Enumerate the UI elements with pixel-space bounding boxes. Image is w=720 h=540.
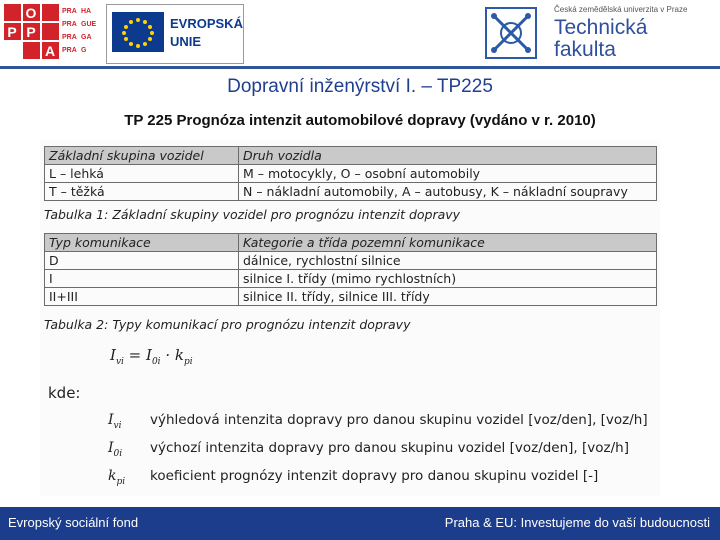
opp-word: G <box>81 47 87 54</box>
formula-subscript: 0i <box>151 357 161 367</box>
formula-operator: · <box>160 346 175 364</box>
tf-line1: Technická <box>554 16 648 39</box>
slide-subtitle: TP 225 Prognóza intenzit automobilové dopravy (vydáno v r. 2010) <box>124 112 596 129</box>
table-cell: T – těžká <box>45 183 239 201</box>
formula-symbol: I <box>146 346 152 364</box>
table-cell: dálnice, rychlostní silnice <box>239 252 657 270</box>
table-cell: D <box>45 252 239 270</box>
symbol-subscript: 0i <box>113 448 123 459</box>
table2-caption: Tabulka 2: Typy komunikací pro prognózu intenzit dopravy <box>44 317 411 332</box>
column-header: Kategorie a třída pozemní komunikace <box>239 234 657 252</box>
opp-letter: A <box>44 43 56 59</box>
symbol-subscript: pi <box>116 476 126 487</box>
eu-logo-line2: UNIE <box>170 34 202 49</box>
footer-right-text: Praha & EU: Investujeme do vaší budoucnosti <box>444 515 710 530</box>
symbol-letter: I <box>108 440 114 456</box>
table-row <box>45 288 657 306</box>
formula-symbol: I <box>110 346 116 364</box>
opp-word: PRA <box>62 34 77 41</box>
table-cell: M – motocykly, O – osobní automobily <box>239 165 657 183</box>
technicka-fakulta-logo <box>472 0 720 66</box>
definition-text: výhledová intenzita dopravy pro danou skupinu vozidel [voz/den], [voz/h] <box>150 412 648 428</box>
table-row <box>45 252 657 270</box>
table-row <box>45 165 657 183</box>
formula-subscript: pi <box>183 357 193 367</box>
opp-word: GUE <box>81 21 97 28</box>
table-row <box>45 270 657 288</box>
table1-caption: Tabulka 1: Základní skupiny vozidel pro prognózu intenzit dopravy <box>44 207 461 222</box>
table-cell: L – lehká <box>45 165 239 183</box>
definition-symbol <box>108 440 122 459</box>
header-rule <box>0 66 720 69</box>
table-cell: silnice II. třídy, silnice III. třídy <box>239 288 657 306</box>
table-cell: II+III <box>45 288 239 306</box>
table-road-types <box>44 233 657 306</box>
opp-letter: P <box>26 24 36 40</box>
opp-letter: P <box>7 24 17 40</box>
eu-logo <box>106 4 244 64</box>
slide-title: Dopravní inženýrství I. – TP225 <box>227 76 493 97</box>
column-header: Druh vozidla <box>239 147 657 165</box>
tf-emblem-icon <box>486 8 536 58</box>
symbol-letter: k <box>108 468 117 484</box>
opp-letter: O <box>25 5 37 21</box>
symbol-letter: I <box>108 412 114 428</box>
opp-word: PRA <box>62 21 77 28</box>
table-cell: silnice I. třídy (mimo rychlostních) <box>239 270 657 288</box>
eu-logo-line1: EVROPSKÁ <box>170 16 243 31</box>
opp-word: PRA <box>62 8 77 15</box>
footer-left-text: Evropský sociální fond <box>8 515 139 530</box>
tf-university: Česká zemědělská univerzita v Praze <box>554 5 688 14</box>
symbol-subscript: vi <box>113 420 122 431</box>
opp-prague-logo <box>4 4 104 60</box>
opp-word: PRA <box>62 47 77 54</box>
table-header-row <box>45 147 657 165</box>
definition-symbol <box>108 412 122 431</box>
definition-text: koeficient prognózy intenzit dopravy pro danou skupinu vozidel [-] <box>150 468 599 484</box>
formula-operator: = <box>123 346 147 364</box>
table-header-row <box>45 234 657 252</box>
column-header: Typ komunikace <box>45 234 239 252</box>
table-cell: I <box>45 270 239 288</box>
where-label: kde: <box>48 384 81 402</box>
opp-word: GA <box>81 34 92 41</box>
tf-line2: fakulta <box>554 38 616 61</box>
table-vehicle-groups <box>44 146 657 201</box>
column-header: Základní skupina vozidel <box>45 147 239 165</box>
table-row <box>45 183 657 201</box>
opp-word: HA <box>81 8 92 15</box>
formula-subscript: vi <box>115 357 124 367</box>
table-cell: N – nákladní automobily, A – autobusy, K – nákladní soupravy <box>239 183 657 201</box>
formula-symbol: k <box>174 346 184 364</box>
formula <box>110 346 193 367</box>
definition-symbol <box>108 468 125 487</box>
definition-text: výchozí intenzita dopravy pro danou skupinu vozidel [voz/den], [voz/h] <box>150 440 629 456</box>
